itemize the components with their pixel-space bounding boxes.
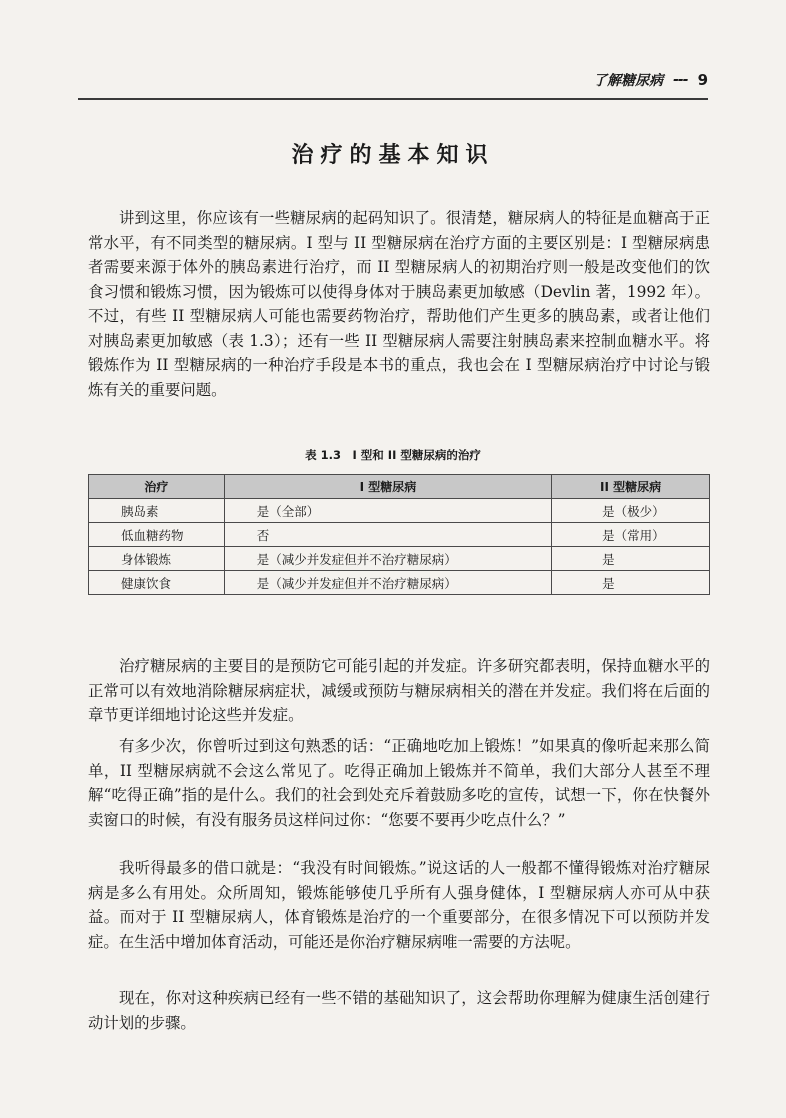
paragraph-goal: 治疗糖尿病的主要目的是预防它可能引起的并发症。许多研究都表明，保持血糖水平的正常可以有效地消除糖尿病症状，减缓或预防与糖尿病相关的潜在并发症。我们将在后面的章节更详细地讨论这些并发症。 bbox=[88, 657, 710, 724]
table-cell: 是（全部） bbox=[224, 499, 551, 523]
paragraph-intro: 讲到这里，你应该有一些糖尿病的起码知识了。很清楚，糖尿病人的特征是血糖高于正常水平，有不同类型的糖尿病。I 型与 II 型糖尿病在治疗方面的主要区别是：I 型糖尿病患者需要来源于体外的胰岛素进行治疗，而 II 型糖尿病人的初期治疗则一般是改变他们的饮食习惯和锻炼习惯，因为锻炼可以使得身体对于胰岛素更加敏感（Devlin 著，1992 年）。不过，有些 II 型糖尿病人可能也需要药物治疗，帮助他们产生更多的胰岛素，或者让他们对胰岛素更加敏感（表 1.3）；还有一些 II 型糖尿病人需要注射胰岛素来控制血糖水平。将锻炼作为 II 型糖尿病的一种治疗手段是本书的重点，我也会在 I 型糖尿病治疗中讨论与锻炼有关的重要问题。 bbox=[88, 209, 710, 399]
header-dashes: --- bbox=[673, 72, 688, 88]
table-cell: 是 bbox=[552, 547, 710, 571]
table-cell: 健康饮食 bbox=[89, 571, 225, 595]
section-title: 治疗的基本知识 bbox=[291, 143, 495, 168]
table-cell: 是 bbox=[552, 571, 710, 595]
table-header-cell: 治疗 bbox=[89, 475, 225, 499]
header-rule bbox=[78, 98, 708, 100]
table-cell: 是（减少并发症但并不治疗糖尿病） bbox=[224, 547, 551, 571]
table-cell: 身体锻炼 bbox=[89, 547, 225, 571]
table-row bbox=[89, 523, 710, 547]
table-caption: 表 1.3 I 型和 II 型糖尿病的治疗 bbox=[305, 448, 481, 462]
table-cell: 是（常用） bbox=[552, 523, 710, 547]
table-cell: 低血糖药物 bbox=[89, 523, 225, 547]
table-row bbox=[89, 547, 710, 571]
treatment-table bbox=[88, 474, 710, 595]
running-header bbox=[0, 68, 708, 92]
table-header-row bbox=[89, 475, 710, 499]
table-cell: 是（极少） bbox=[552, 499, 710, 523]
table-header-cell: I 型糖尿病 bbox=[224, 475, 551, 499]
table-header-cell: II 型糖尿病 bbox=[552, 475, 710, 499]
table-cell: 是（减少并发症但并不治疗糖尿病） bbox=[224, 571, 551, 595]
paragraph-conclusion: 现在，你对这种疾病已经有一些不错的基础知识了，这会帮助你理解为健康生活创建行动计划的步骤。 bbox=[88, 989, 710, 1032]
running-title: 了解糖尿病 bbox=[593, 73, 664, 89]
table-cell: 胰岛素 bbox=[89, 499, 225, 523]
page-number: 9 bbox=[697, 71, 708, 89]
table-row bbox=[89, 571, 710, 595]
paragraph-excuse: 我听得最多的借口就是：“我没有时间锻炼。”说这话的人一般都不懂得锻炼对治疗糖尿病是多么有用处。众所周知，锻炼能够使几乎所有人强身健体，I 型糖尿病人亦可从中获益。而对于 II 型糖尿病人，体育锻炼是治疗的一个重要部分，在很多情况下可以预防并发症。在生活中增加体育活动，可能还是你治疗糖尿病唯一需要的方法呢。 bbox=[88, 859, 710, 951]
table-row bbox=[89, 499, 710, 523]
table-cell: 否 bbox=[224, 523, 551, 547]
paragraph-eat-right: 有多少次，你曾听过到这句熟悉的话：“正确地吃加上锻炼！”如果真的像听起来那么简单，II 型糖尿病就不会这么常见了。吃得正确加上锻炼并不简单，我们大部分人甚至不理解“吃得正确”指的是什么。我们的社会到处充斥着鼓励多吃的宣传，试想一下，你在快餐外卖窗口的时候，有没有服务员这样问过你：“您要不要再少吃点什么？” bbox=[88, 737, 710, 829]
